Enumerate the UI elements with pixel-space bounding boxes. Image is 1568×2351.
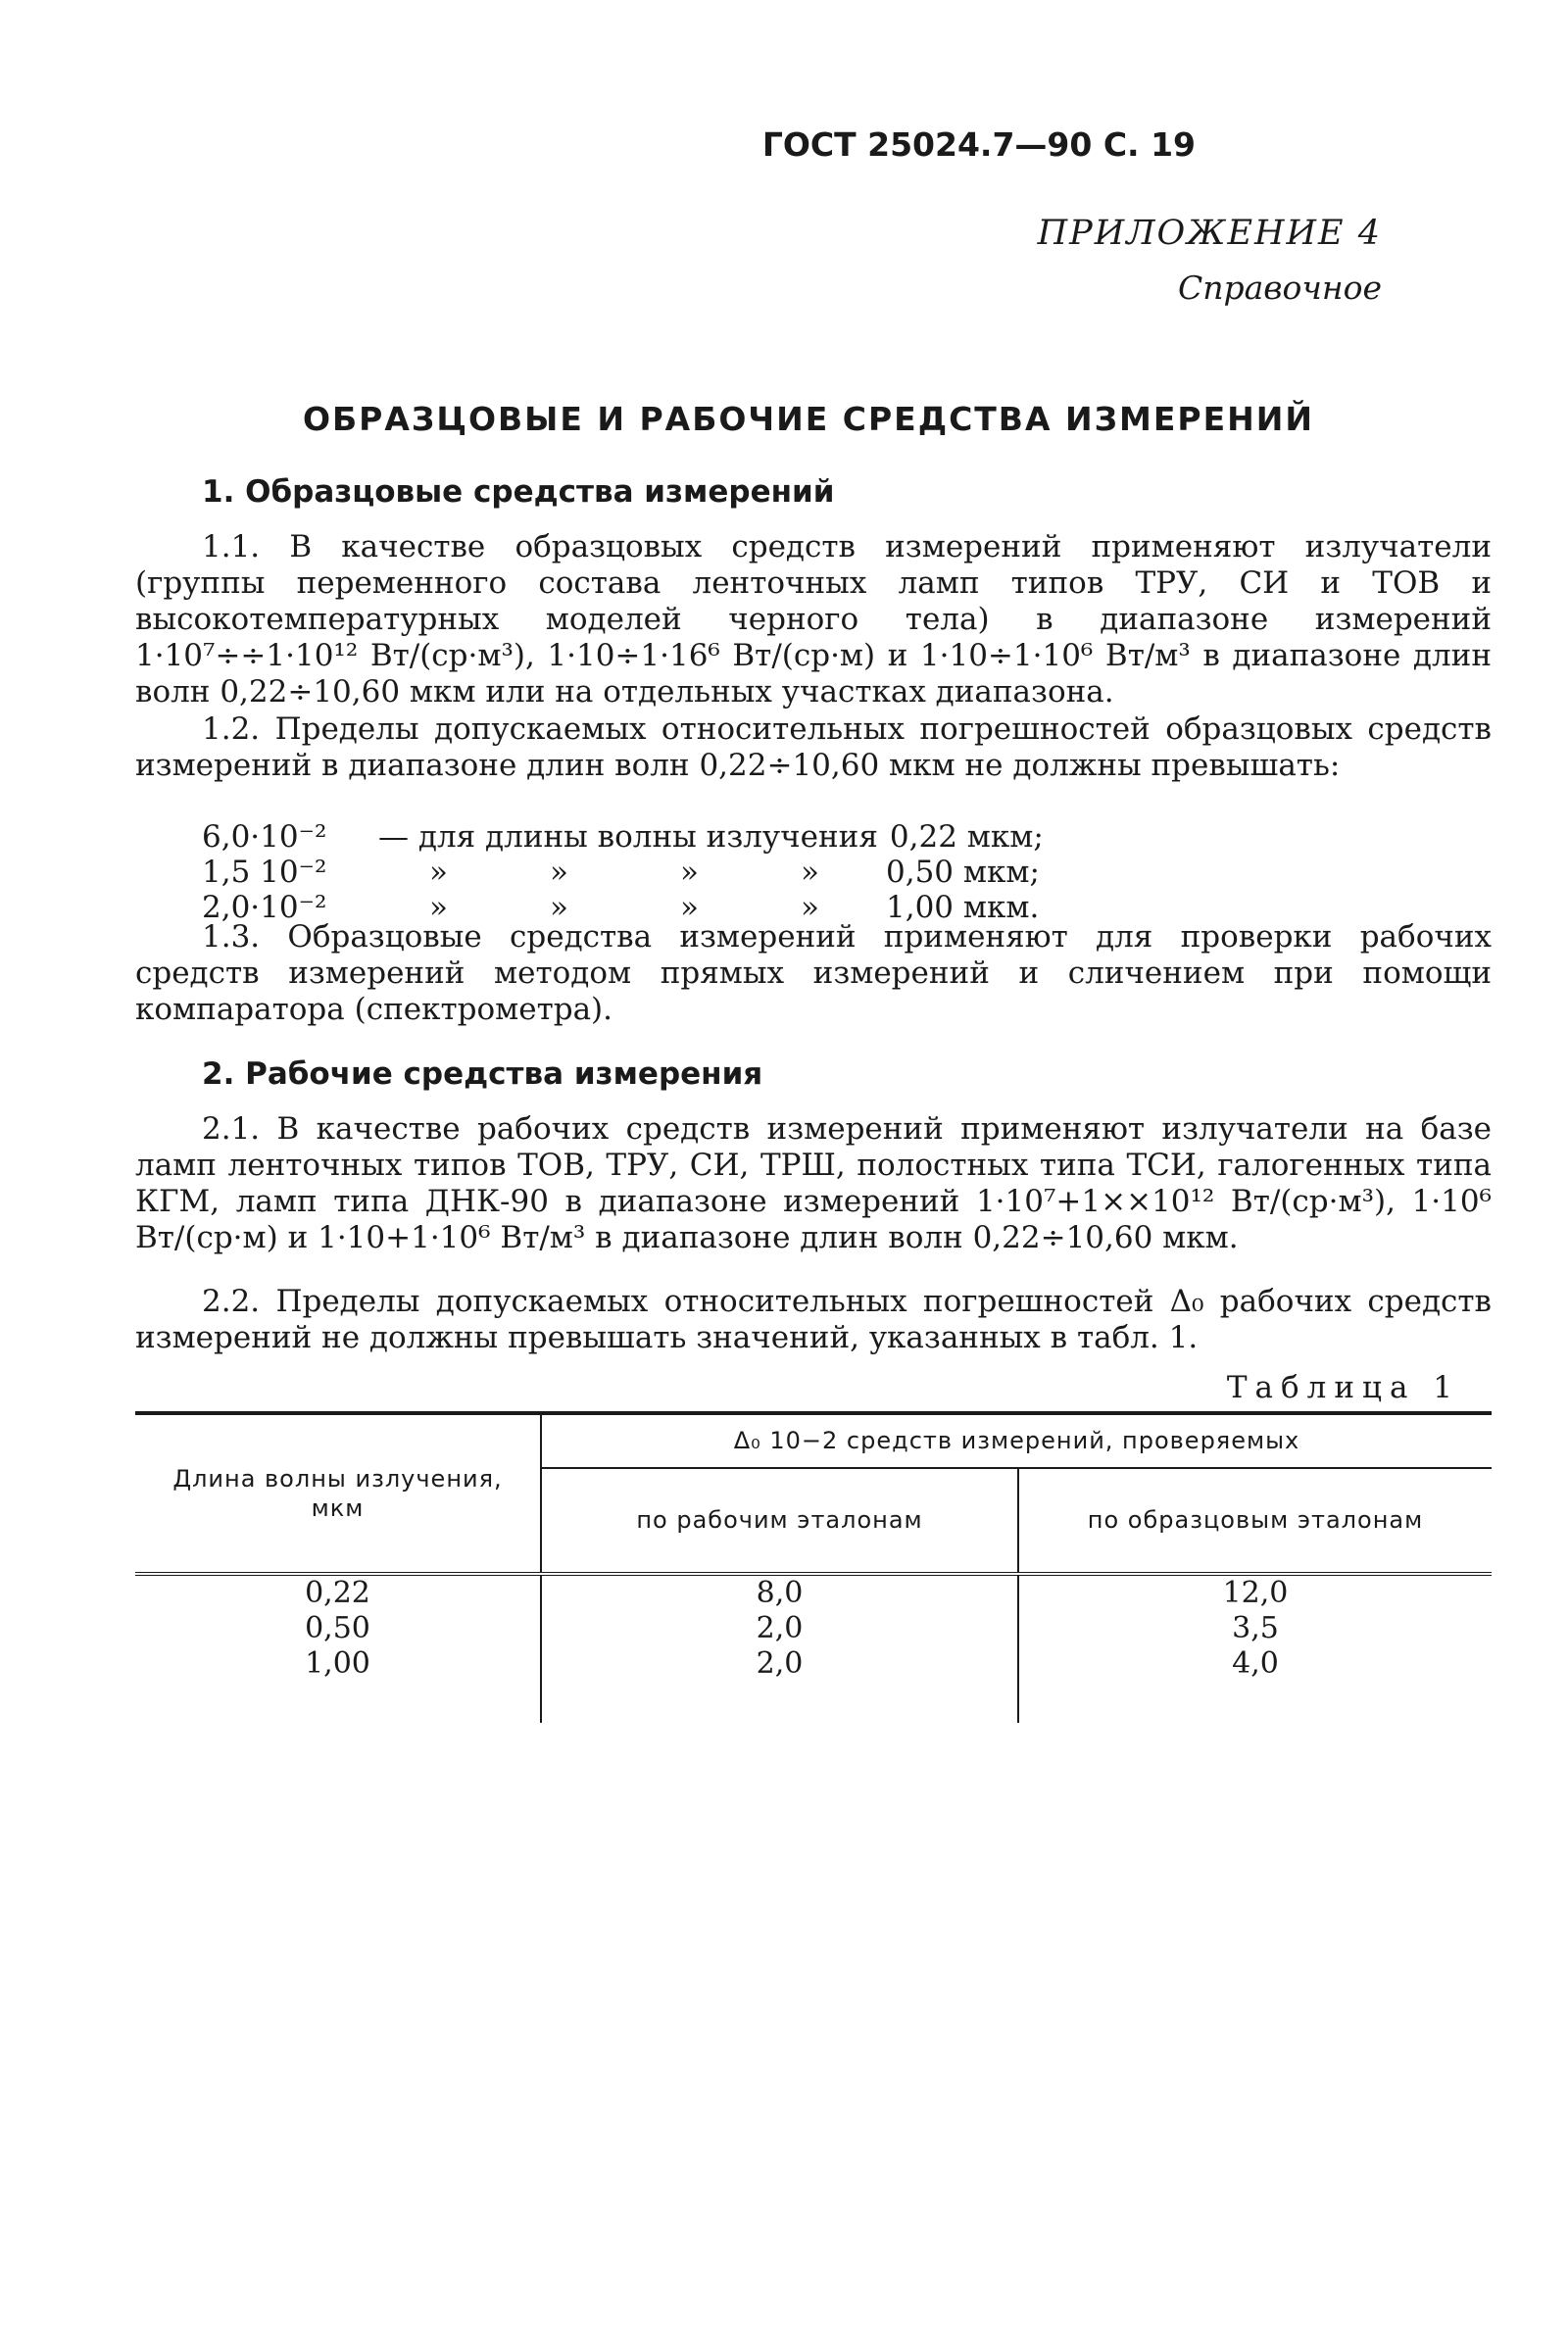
- ditto-mark: »: [429, 855, 448, 890]
- ditto-mark: »: [550, 855, 568, 890]
- section-2-heading: 2. Рабочие средства измерения: [202, 1056, 763, 1092]
- appendix-type: Справочное: [1177, 269, 1382, 307]
- tolerance-value: 6,0·10⁻²: [202, 819, 327, 855]
- tolerance-list: [202, 819, 1044, 925]
- page-header: ГОСТ 25024.7—90 С. 19: [761, 125, 1196, 164]
- paragraph-1-3: 1.3. Образцовые средства измерений применяют для проверки рабочих средств измерений методом прямых измерений и сличением при помощи компаратора (спектрометра).: [135, 919, 1492, 1027]
- ditto-mark: »: [429, 890, 448, 925]
- paragraph-1-1: 1.1. В качестве образцовых средств измерений применяют излучатели (группы переменного состава ленточных ламп типов ТРУ, СИ и ТОВ и высокотемпературных моделей черного тела) в диапазоне измерений 1·10⁷÷÷1·10¹² Вт/(ср·м³), 1·10÷1·16⁶ Вт/(ср·м) и 1·10÷1·10⁶ Вт/м³ в диапазоне длин волн 0,22÷10,60 мкм или на отдельных участках диапазона.: [135, 529, 1492, 710]
- ditto-mark: »: [680, 890, 699, 925]
- tolerance-row: [202, 819, 1044, 855]
- tolerance-row: [202, 855, 1044, 890]
- ditto-mark: »: [801, 855, 819, 890]
- tolerance-wavelength: 0,50 мкм;: [886, 855, 1040, 890]
- tolerance-text: — для длины волны излучения: [378, 819, 878, 855]
- table-col-wavelength-values: 0,22 0,50 1,00: [305, 1576, 370, 1681]
- tolerance-wavelength: 1,00 мкм.: [886, 890, 1040, 925]
- paragraph-1-2: 1.2. Пределы допускаемых относительных погрешностей образцовых средств измерений в диапазоне длин волн 0,22÷10,60 мкм не должны превышать:: [135, 711, 1492, 783]
- ditto-mark: »: [550, 890, 568, 925]
- table-caption: Таблица 1: [1226, 1370, 1460, 1405]
- ditto-mark: »: [680, 855, 699, 890]
- table-col-reference-values: 12,0 3,5 4,0: [1018, 1574, 1492, 1723]
- tolerance-value: 1,5 10⁻²: [202, 855, 327, 890]
- paragraph-2-2: 2.2. Пределы допускаемых относительных погрешностей Δ₀ рабочих средств измерений не должны превышать значений, указанных в табл. 1.: [135, 1284, 1492, 1355]
- tolerance-value: 2,0·10⁻²: [202, 890, 327, 925]
- tolerance-wavelength: 0,22 мкм;: [889, 819, 1044, 855]
- col-header-reference-standards: по образцовым эталонам: [1018, 1468, 1492, 1574]
- document-title: ОБРАЗЦОВЫЕ И РАБОЧИЕ СРЕДСТВА ИЗМЕРЕНИЙ: [302, 400, 1315, 438]
- table-col-working-values: 8,0 2,0 2,0: [541, 1574, 1018, 1723]
- paragraph-2-1: 2.1. В качестве рабочих средств измерений применяют излучатели на базе ламп ленточных типов ТОВ, ТРУ, СИ, ТРШ, полостных типа ТСИ, галогенных типа КГМ, ламп типа ДНК-90 в диапазоне измерений 1·10⁷+1××10¹² Вт/(ср·м³), 1·10⁶ Вт/(ср·м) и 1·10+1·10⁶ Вт/м³ в диапазоне длин волн 0,22÷10,60 мкм.: [135, 1111, 1492, 1255]
- col-header-working-standards: по рабочим эталонам: [541, 1468, 1018, 1574]
- section-1-heading: 1. Образцовые средства измерений: [202, 474, 835, 510]
- appendix-label: ПРИЛОЖЕНИЕ 4: [1037, 214, 1382, 253]
- col-header-wavelength: Длина волны излучения, мкм: [135, 1413, 541, 1574]
- col-header-group: Δ₀ 10−2 средств измерений, проверяемых: [541, 1413, 1492, 1468]
- table-1: [135, 1411, 1492, 1723]
- ditto-mark: »: [801, 890, 819, 925]
